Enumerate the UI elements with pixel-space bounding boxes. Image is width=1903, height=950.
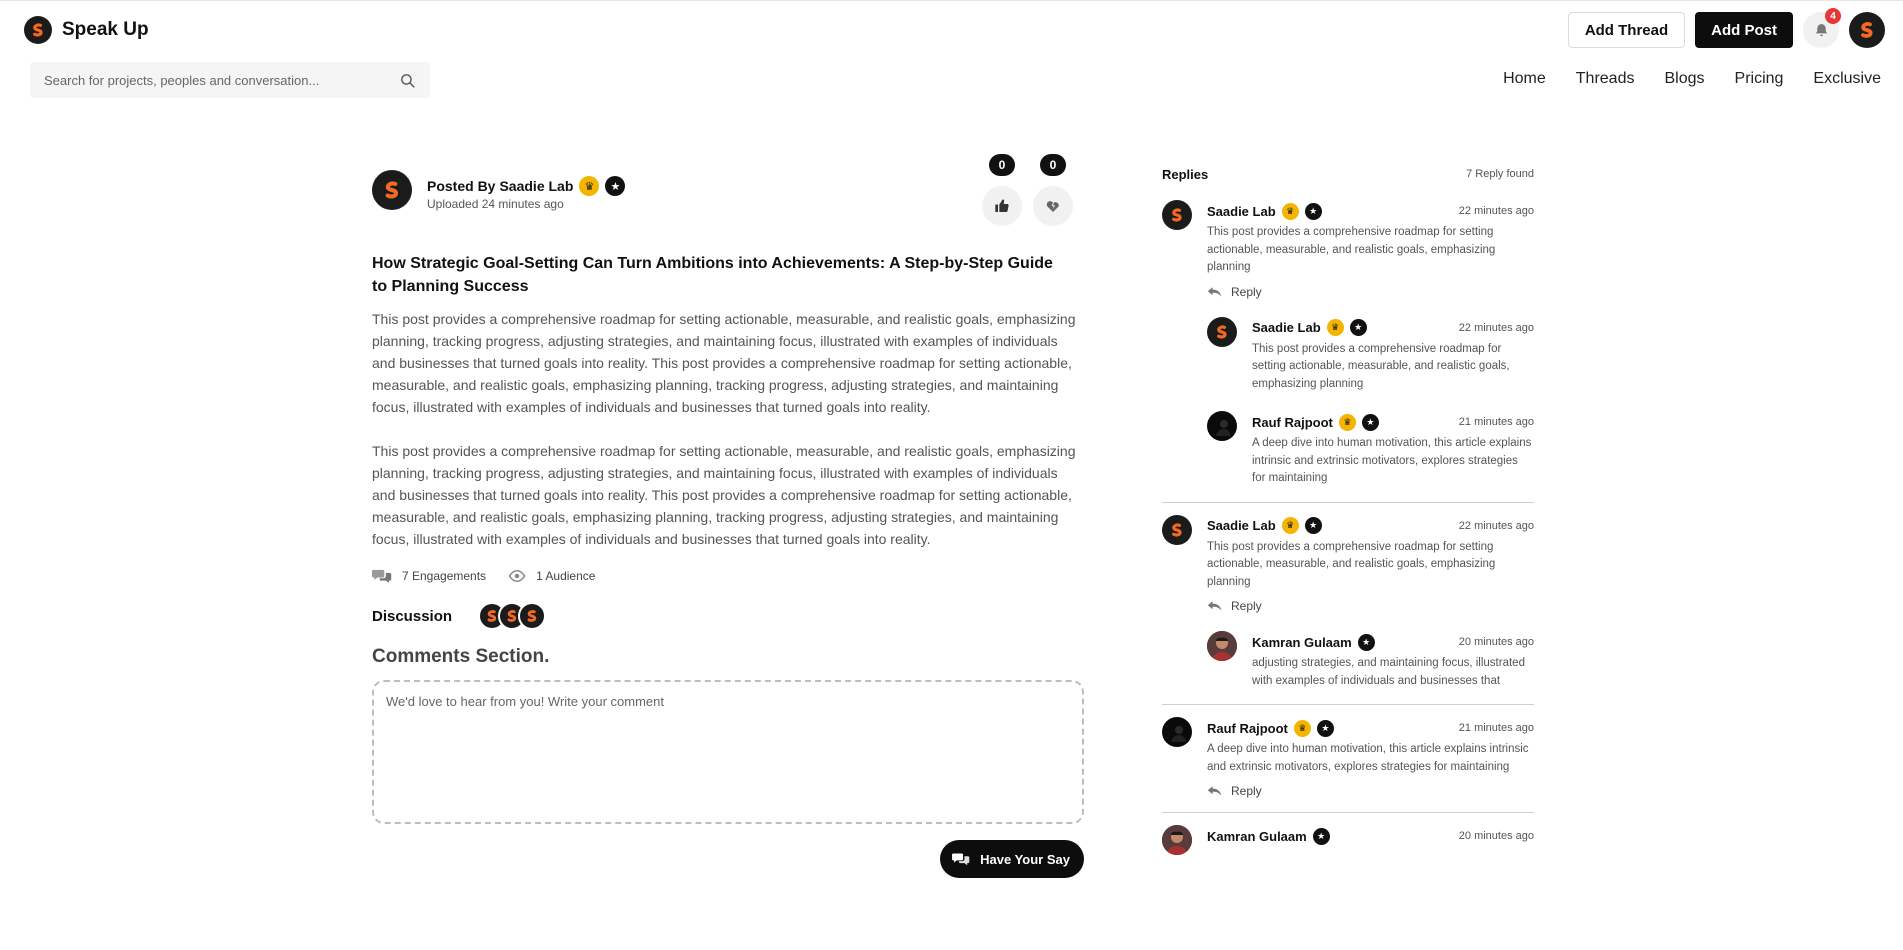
nested-reply	[1207, 631, 1534, 690]
reply-label: Reply	[1231, 599, 1262, 613]
reply-avatar[interactable]	[1207, 411, 1237, 441]
nested-reply	[1207, 317, 1534, 394]
post-title: How Strategic Goal-Setting Can Turn Ambitions into Achievements: A Step-by-Step Guide to Planning Success	[372, 255, 1053, 295]
app-name: Speak Up	[62, 19, 149, 40]
audience	[508, 569, 595, 583]
replies-header	[1162, 160, 1534, 188]
reply	[1162, 825, 1534, 865]
dislike-reaction	[1033, 154, 1073, 226]
engagements-count: 7 Engagements	[402, 569, 487, 583]
nav-exclusive[interactable]: Exclusive	[1813, 70, 1881, 87]
reply-thread	[1162, 188, 1534, 503]
post-body	[372, 308, 1084, 550]
reply-time: 22 minutes ago	[1458, 205, 1534, 217]
reply-button[interactable]	[1207, 285, 1534, 299]
add-thread-button[interactable]: Add Thread	[1568, 12, 1685, 48]
reply-header	[1252, 631, 1534, 653]
reply-button[interactable]	[1207, 599, 1534, 613]
crown-icon: ♛	[579, 176, 599, 196]
broken-heart-icon	[1045, 198, 1061, 214]
notification-badge: 4	[1825, 8, 1841, 24]
reply-header	[1252, 411, 1534, 433]
post-paragraph: This post provides a comprehensive roadmap for setting actionable, measurable, and realistic goals, emphasizing planning, tracking progress, adjusting strategies, and maintaining focus, illustrated with examples of individuals and businesses that turned goals into reality. This post provides a comprehensive roadmap for setting actionable, measurable, and realistic goals, emphasizing planning, tracking progress, adjusting strategies, and maintaining focus, illustrated with examples of individuals and businesses that turned goals into reality.	[372, 443, 1076, 547]
header-actions	[1568, 12, 1885, 48]
have-your-say-button[interactable]	[940, 840, 1084, 878]
comment-box	[372, 680, 1084, 824]
audience-count: 1 Audience	[536, 569, 596, 583]
reply-arrow-icon	[1207, 600, 1223, 612]
reply-avatar[interactable]	[1162, 825, 1192, 855]
reply-avatar[interactable]	[1207, 631, 1237, 661]
reply-avatar[interactable]	[1207, 317, 1237, 347]
star-icon: ★	[1350, 319, 1367, 336]
bell-icon	[1813, 22, 1830, 39]
chat-bubbles-icon	[952, 852, 970, 866]
reply-header	[1207, 825, 1534, 847]
author-name	[427, 176, 625, 196]
comment-input[interactable]	[386, 694, 1070, 810]
reply-time: 21 minutes ago	[1458, 416, 1534, 428]
participant-avatars	[478, 602, 546, 630]
add-post-button[interactable]: Add Post	[1695, 12, 1793, 48]
search-icon[interactable]	[399, 72, 416, 89]
reply-author[interactable]: Rauf Rajpoot	[1207, 720, 1288, 736]
reply-text: This post provides a comprehensive roadmap for setting actionable, measurable, and realistic goals, emphasizing planning	[1252, 342, 1510, 390]
reply-avatar[interactable]	[1162, 717, 1192, 747]
like-button[interactable]	[982, 186, 1022, 226]
star-icon: ★	[1305, 203, 1322, 220]
star-icon: ★	[1305, 517, 1322, 534]
reply-author[interactable]: Saadie Lab	[1252, 320, 1321, 335]
nav-pricing[interactable]: Pricing	[1734, 70, 1784, 87]
reply-text: adjusting strategies, and maintaining focus, illustrated with examples of individuals and businesses that	[1252, 657, 1525, 687]
reply-header	[1207, 515, 1534, 537]
star-icon: ★	[1358, 634, 1375, 651]
comments-title: Comments Section.	[372, 646, 550, 667]
have-your-say-label: Have Your Say	[980, 851, 1070, 867]
reply-thread	[1162, 813, 1534, 879]
dislike-count: 0	[1040, 154, 1066, 176]
crown-icon: ♛	[1282, 203, 1299, 220]
reply-text: A deep dive into human motivation, this article explains intrinsic and extrinsic motivators, explores strategies for maintaining	[1252, 437, 1532, 484]
reply-thread	[1162, 705, 1534, 813]
reply-label: Reply	[1231, 784, 1262, 798]
reply	[1162, 200, 1534, 299]
like-count: 0	[989, 154, 1015, 176]
replies-title: Replies	[1162, 166, 1209, 182]
engagements	[372, 568, 486, 584]
nested-reply	[1207, 411, 1534, 488]
reply	[1162, 515, 1534, 614]
nav-home[interactable]: Home	[1503, 70, 1546, 87]
thumbs-up-icon	[994, 198, 1010, 214]
reply-text: This post provides a comprehensive roadmap for setting actionable, measurable, and realistic goals, emphasizing planning	[1207, 226, 1496, 273]
reply-author[interactable]: Kamran Gulaam	[1207, 828, 1307, 844]
post-author-row	[372, 150, 1084, 210]
crown-icon: ♛	[1339, 414, 1356, 431]
reply-header	[1207, 200, 1534, 222]
main-nav	[1503, 70, 1881, 88]
star-icon: ★	[1362, 414, 1379, 431]
crown-icon: ♛	[1327, 319, 1344, 336]
post-paragraph: This post provides a comprehensive roadmap for setting actionable, measurable, and realistic goals, emphasizing planning, tracking progress, adjusting strategies, and maintaining focus, illustrated with examples of individuals and businesses that turned goals into reality. This post provides a comprehensive roadmap for setting actionable, measurable, and realistic goals, emphasizing planning, tracking progress, adjusting strategies, and maintaining focus, illustrated with examples of individuals and businesses that turned goals into reality.	[372, 311, 1076, 415]
reply-header	[1207, 717, 1534, 739]
chat-bubbles-icon	[372, 568, 392, 584]
star-icon: ★	[1313, 828, 1330, 845]
user-avatar[interactable]	[1849, 12, 1885, 48]
reply-time: 20 minutes ago	[1458, 636, 1534, 648]
nav-threads[interactable]: Threads	[1575, 70, 1635, 87]
reply-author[interactable]: Kamran Gulaam	[1252, 634, 1352, 650]
notifications-button[interactable]	[1803, 12, 1839, 48]
reply-thread	[1162, 503, 1534, 706]
post	[372, 150, 1084, 867]
reply-author[interactable]: Saadie Lab	[1207, 518, 1276, 533]
author-prefix: Posted By	[427, 178, 496, 194]
like-reaction	[982, 154, 1022, 226]
search-bar	[30, 62, 430, 98]
nav-blogs[interactable]: Blogs	[1664, 70, 1705, 87]
reply-button[interactable]	[1207, 784, 1534, 798]
upload-time: Uploaded 24 minutes ago	[427, 197, 564, 211]
reply-text: A deep dive into human motivation, this article explains intrinsic and extrinsic motivators, explores strategies for maintaining	[1207, 743, 1529, 773]
crown-icon: ♛	[1294, 720, 1311, 737]
dislike-button[interactable]	[1033, 186, 1073, 226]
crown-icon: ♛	[1282, 517, 1299, 534]
star-icon: ★	[1317, 720, 1334, 737]
discussion-row	[372, 602, 1084, 630]
star-icon: ★	[605, 176, 625, 196]
reply-time: 20 minutes ago	[1458, 830, 1534, 842]
reply-time: 22 minutes ago	[1458, 519, 1534, 532]
reply-author[interactable]: Rauf Rajpoot	[1252, 414, 1333, 430]
reply-text: This post provides a comprehensive roadmap for setting actionable, measurable, and realistic goals, emphasizing planning	[1207, 540, 1496, 588]
discussion-label: Discussion	[372, 607, 453, 625]
reply-header	[1252, 317, 1534, 339]
reply-time: 21 minutes ago	[1458, 722, 1534, 734]
reply-arrow-icon	[1207, 785, 1223, 797]
reply	[1162, 717, 1534, 798]
replies-count: 7 Reply found	[1466, 168, 1534, 180]
author-name-text[interactable]: Saadie Lab	[499, 178, 574, 194]
reply-arrow-icon	[1207, 286, 1223, 298]
reply-author[interactable]: Saadie Lab	[1207, 203, 1276, 219]
reply-label: Reply	[1231, 284, 1262, 299]
replies-panel	[1162, 160, 1534, 950]
post-meta	[372, 568, 1084, 584]
reply-avatar[interactable]	[1162, 200, 1192, 230]
reply-avatar[interactable]	[1162, 515, 1192, 545]
participant-avatar[interactable]	[518, 602, 546, 630]
logo[interactable]	[24, 16, 149, 44]
author-avatar[interactable]	[372, 170, 412, 210]
search-input[interactable]	[44, 73, 399, 88]
top-bar	[0, 0, 1903, 56]
logo-icon	[24, 16, 52, 44]
eye-icon	[508, 569, 526, 583]
reply-time: 22 minutes ago	[1458, 321, 1534, 334]
